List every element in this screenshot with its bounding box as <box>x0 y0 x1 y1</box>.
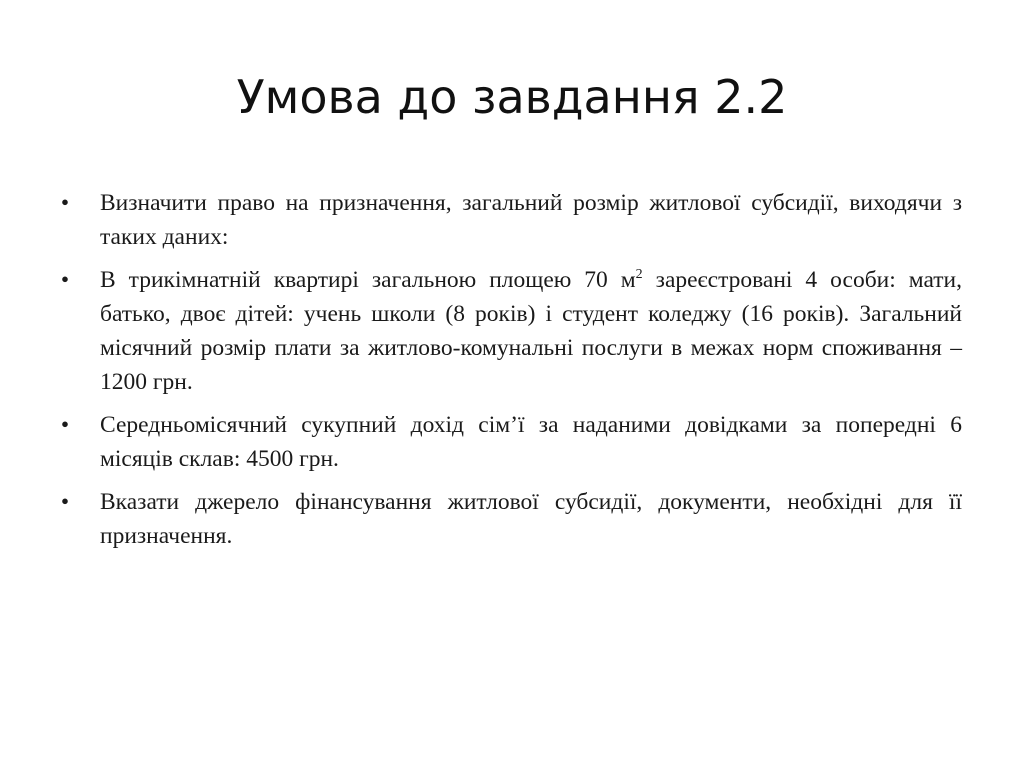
bullet-item-3 <box>58 408 962 476</box>
bullet-text-4: Вказати джерело фінансування житлової субсидії, документи, необхідні для її призначення. <box>100 489 962 549</box>
bullet-text-2-before: В трикімнатній квартирі загальною площею 70 м <box>100 267 636 293</box>
bullet-icon: • <box>60 412 70 438</box>
bullet-item-4 <box>58 485 962 553</box>
bullet-item-2 <box>58 263 962 399</box>
bullet-icon: • <box>60 489 70 515</box>
bullet-text-1: Визначити право на призначення, загальний розмір житлової субсидії, виходячи з таких даних: <box>100 190 962 250</box>
bullet-text-3: Середньомісячний сукупний дохід сім’ї за наданими довідками за попередні 6 місяців склав: 4500 грн. <box>100 412 962 472</box>
bullet-icon: • <box>60 190 70 216</box>
bullet-icon: • <box>60 267 70 293</box>
bullet-list <box>58 186 962 562</box>
slide-title: Умова до завдання 2.2 <box>236 70 788 124</box>
bullet-item-1 <box>58 186 962 254</box>
area-superscript: 2 <box>635 267 643 282</box>
bullet-text-2-after: зареєстровані 4 особи: мати, батько, двоє дітей: учень школи (8 років) і студент коледжу (16 років). Загальний місячний розмір плати за житлово-комунальні послуги в межах норм споживання – 1200 грн. <box>100 267 962 395</box>
